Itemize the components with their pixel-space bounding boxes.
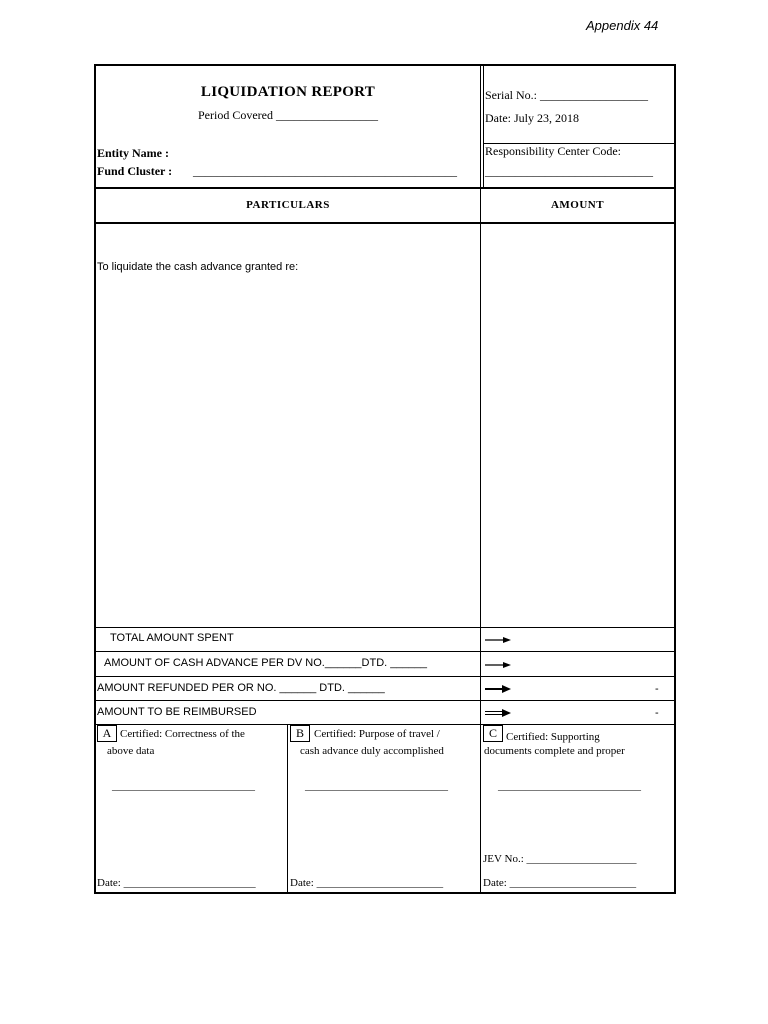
cert-a-letter: A [97,725,117,742]
refunded-value: - [655,683,659,695]
cert-a-date-field[interactable]: Date: ________________________ [97,877,256,889]
cert-c-line2: documents complete and proper [484,745,625,757]
cert-b-line2: cash advance duly accomplished [300,745,444,757]
particulars-text: To liquidate the cash advance granted re: [97,261,299,273]
form-title: LIQUIDATION REPORT [200,84,376,100]
cert-a-line2: above data [107,745,155,757]
total-spent-label: TOTAL AMOUNT SPENT [110,632,234,644]
rcc-label: Responsibility Center Code: [485,144,621,158]
cert-a-signature-line[interactable]: __________________________ [112,780,255,792]
date-field[interactable]: Date: July 23, 2018 [485,111,579,125]
cert-b-signature-line[interactable]: __________________________ [305,780,448,792]
cert-c-signature-line[interactable]: __________________________ [498,780,641,792]
reimbursed-label: AMOUNT TO BE REIMBURSED [97,706,257,718]
rcc-field[interactable]: ____________________________ [485,164,653,178]
double-arrow-right-icon [485,708,511,718]
cert-c-line1: Certified: Supporting [506,731,600,743]
particulars-header: PARTICULARS [246,199,330,211]
appendix-label: Appendix 44 [586,18,659,33]
cash-advance-label: AMOUNT OF CASH ADVANCE PER DV NO.______DTD. ______ [104,657,427,669]
period-covered-field[interactable]: Period Covered _________________ [198,108,378,122]
arrow-right-icon [485,635,511,645]
jev-no-field[interactable]: JEV No.: ____________________ [483,853,637,865]
reimbursed-value: - [655,707,659,719]
cert-b-line1: Certified: Purpose of travel / [314,728,440,740]
cert-a-line1: Certified: Correctness of the [120,728,245,740]
arrow-right-icon [485,684,511,694]
cert-b-date-field[interactable]: Date: _______________________ [290,877,444,889]
fund-cluster-field[interactable]: ____________________________________________ [193,164,457,178]
amount-header: AMOUNT [550,199,605,211]
cert-c-letter: C [483,725,503,742]
entity-name-label: Entity Name : [97,146,169,160]
cert-c-date-field[interactable]: Date: _______________________ [483,877,637,889]
serial-no-field[interactable]: Serial No.: __________________ [485,88,648,102]
fund-cluster-label: Fund Cluster : [97,164,173,178]
refunded-label: AMOUNT REFUNDED PER OR NO. ______ DTD. ______ [97,682,385,694]
cert-b-letter: B [290,725,310,742]
arrow-right-icon [485,660,511,670]
